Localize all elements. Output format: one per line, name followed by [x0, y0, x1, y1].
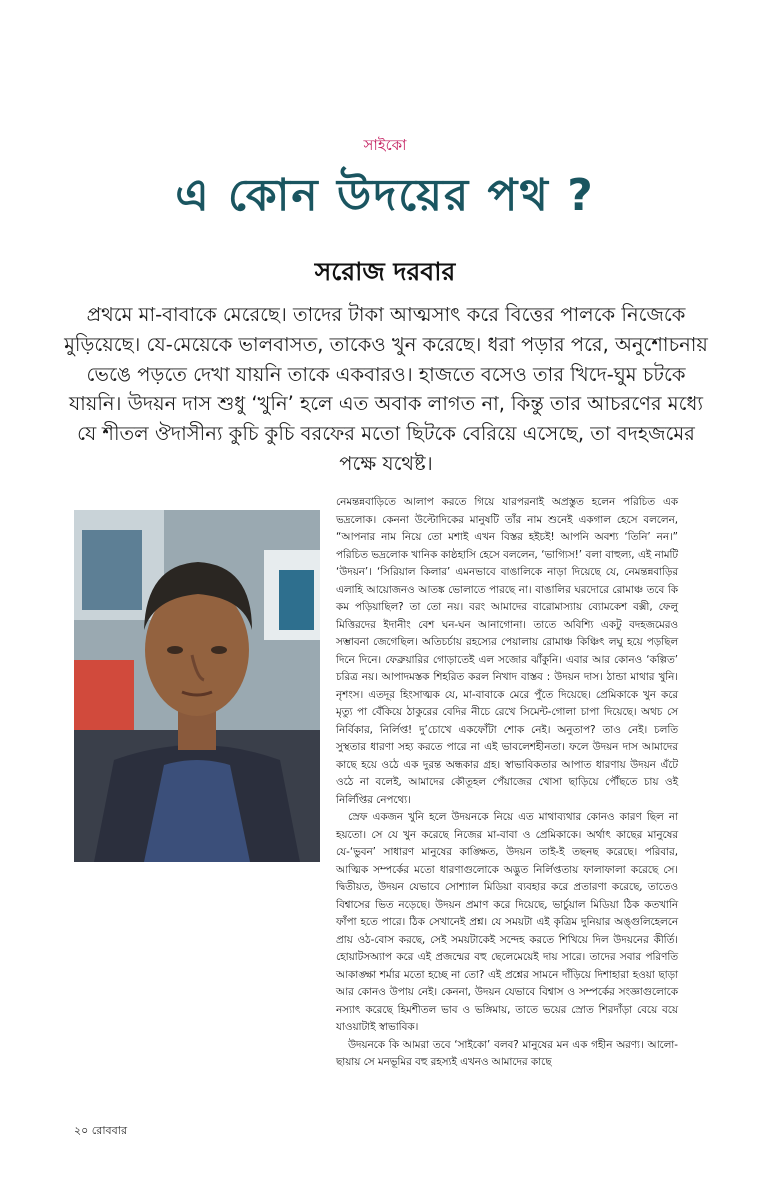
body-paragraph-1: নেমন্তন্নবাড়িতে আলাপ করতে গিয়ে যারপরনাই অপ্রস্তুত হলেন পরিচিত এক ভদ্রলোক। কেননা উল্টোদিকের মানুষটি তাঁর নাম শুনেই একগাল হেসে বললেন, “আপনার নাম নিয়ে তো মশাই এখন বিস্তর হইচই! আপনি অবশ্য ‘তিনি’ নন।” পরিচিত ভদ্রলোক খানিক কাষ্ঠহাসি হেসে বললেন, ‘ভাগ্যিস!’ বলা বাহুল্য, এই নামটি ‘উদয়ন’। ‘সিরিয়াল কিলার’ এমনভাবে বাঙালিকে নাড়া দিয়েছে যে, নেমন্তন্নবাড়ির এলাহি আয়োজনও আতঙ্ক ভোলাতে পারছে না। বাঙালির ঘরদোরে রোমাঞ্চ তবে কি কম পড়িয়াছিল? তা তো নয়। বরং আমাদের বারোমাস্যায় ব্যোমকেশ বক্সী, ফেলু মিত্তিরদের ইদানীং বেশ ঘন-ঘন আনাগোনা। তাতে অবিশ্যি একটু বদহজমেরও সম্ভাবনা জেগেছিল। অতিচর্চায় রহস্যের পেয়ালায় রোমাঞ্চ কিঞ্চিৎ লঘু হয়ে পড়ছিল দিনে দিনে। ফেব্রুয়ারির গোড়াতেই এল সজোর ঝাঁকুনি। এবার আর কোনও ‘কল্পিত’ চরিত্র নয়। আপাদমস্তক শিহরিত করল নিখাদ বাস্তব : উদয়ন দাস। ঠান্ডা মাথার খুনি। নৃশংস। এতদূর হিংসাত্মক যে, মা-বাবাকে মেরে পুঁতে দিয়েছে। প্রেমিকাকে খুন করে মৃত্যু পা বেঁকিয়ে ঠাকুরের বেদির নীচে রেখে সিমেন্ট-গোলা চাপা দিয়েছে। অথচ সে নির্বিকার, নির্লিপ্ত! দু’চোখে একফোঁটা শোক নেই। অনুতাপ? তাও নেই। চলতি সুস্থতার ধারণা সহ্য করতে পারে না এই ভাবলেশহীনতা। ফলে উদয়ন দাস আমাদের কাছে হয়ে ওঠে এক দুরন্ত অন্ধকার গ্রহ। স্বাভাবিকতার আপাত ধারণায় উদয়ন এঁটে ওঠে না বলেই, আমাদের কৌতূহল পেঁয়াজের খোসা ছাড়িয়ে পৌঁছতে চায় ওই নির্লিপ্তির নেপথ্যে। — [336, 496, 678, 806]
article-photo — [74, 510, 320, 862]
article-byline: সরোজ দরবার — [314, 257, 456, 286]
page-folio: ২০ রোববার — [74, 1124, 127, 1137]
article-standfirst: প্রথমে মা-বাবাকে মেরেছে। তাদের টাকা আত্মসাৎ করে বিত্তের পালকে নিজেকে মুড়িয়েছে। যে-মেয়েকে ভালবাসত, তাকেও খুন করেছে। ধরা পড়ার পরে, অনুশোচনায় ভেঙে পড়তে দেখা যায়নি তাকে একবারও। হাজতে বসেও তার খিদে-ঘুম চটকে যায়নি। উদয়ন দাস শুধু ‘খুনি’ হলে এত অবাক লাগত না, কিন্তু তার আচরণের মধ্যে যে শীতল ঔদাসীন্য কুচি কুচি বরফের মতো ছিটকে বেরিয়ে এসেছে, তা বদহজমের পক্ষে যথেষ্ট। — [64, 303, 708, 475]
article-body — [336, 494, 678, 1072]
body-paragraph-2: স্রেফ একজন খুনি হলে উদয়নকে নিয়ে এত মাথাব্যথার কোনও কারণ ছিল না হয়তো। সে যে খুন করেছে নিজের মা-বাবা ও প্রেমিকাকে। অর্থাৎ কাছের মানুষের যে-‘ভুবন’ সাধারণ মানুষের কাঙ্ক্ষিত, উদয়ন তাই-ই তছনছ করেছে। পরিবার, আত্মিক সম্পর্কের মতো ধারণাগুলোকে অদ্ভুত নির্লিপ্ততায় ফালাফালা করেছে সে। দ্বিতীয়ত, উদয়ন যেভাবে সোশ্যাল মিডিয়া ব্যবহার করে প্রতারণা করেছে, তাতেও বিশ্বাসের ভিত নড়েছে। উদয়ন প্রমাণ করে দিয়েছে, ভার্চুয়াল মিডিয়া ঠিক কতখানি ফাঁপা হতে পারে। ঠিক সেখানেই প্রশ্ন। যে সময়টা এই কৃত্রিম দুনিয়ার অঙ্গুলিহেলনে প্রায় ওঠ-বোস করছে, সেই সময়টাকেই সন্দেহ করতে শিখিয়ে দিল উদয়নের কীর্তি। হোয়াটসঅ্যাপ করে এই প্রজন্মের বহু ছেলেমেয়েই দায় সারে। তাদের সবার পরিণতি আকাঙ্ক্ষা শর্মার মতো হচ্ছে না তো? এই প্রশ্নের সামনে দাঁড়িয়ে দিশাহারা হওয়া ছাড়া আর কোনও উপায় নেই। কেননা, উদয়ন যেভাবে বিশ্বাস ও সম্পর্কের সংজ্ঞাগুলোকে নস্যাৎ করেছে হিমশীতল ভাব ও ভঙ্গিমায়, তাতে ভয়ের স্রোত শিরদাঁড়া বেয়ে বয়ে যাওয়াটাই স্বাভাবিক। — [336, 811, 678, 1033]
body-paragraph-3: উদয়নকে কি আমরা তবে ‘সাইকো’ বলব? মানুষের মন এক গহীন অরণ্য। আলো-ছায়ায় সে মনভূমির বহু রহস্যই এখনও আমাদের কাছে — [336, 1038, 678, 1068]
article-headline: এ কোন উদয়ের পথ ? — [175, 170, 595, 221]
article-kicker: সাইকো — [363, 136, 407, 154]
